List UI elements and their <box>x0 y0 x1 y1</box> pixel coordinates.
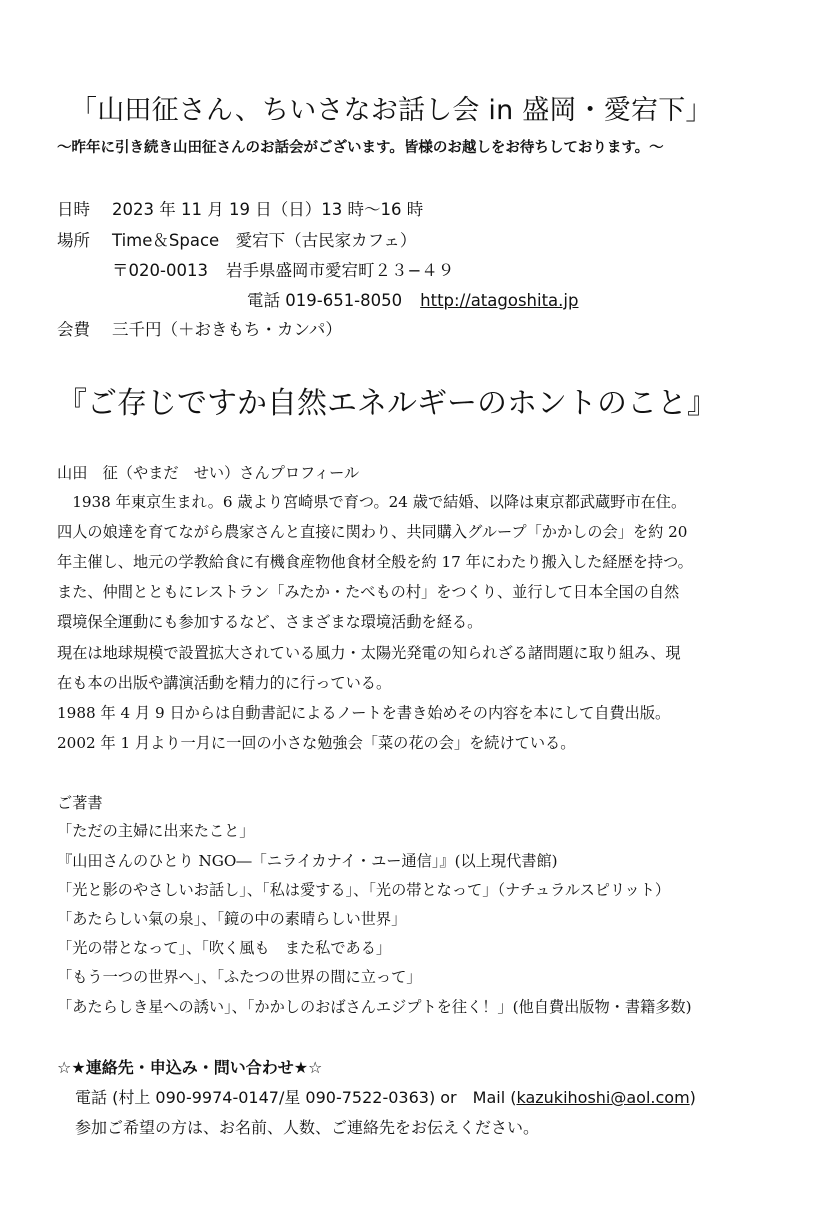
address-row <box>57 257 454 281</box>
fee-row <box>57 316 342 340</box>
place-value: Time＆Space 愛宕下（古民家カフェ） <box>112 231 417 250</box>
book-item: 「光の帯となって」、「吹く風も また私である」 <box>57 939 392 957</box>
contact-line <box>75 1085 696 1108</box>
profile-line: 2002 年 1 月より一月に一回の小さな勉強会「菜の花の会」を続けている。 <box>57 734 576 752</box>
date-row <box>57 196 423 220</box>
book-item: 「もう一つの世界へ」、「ふたつの世界の間に立って」 <box>57 968 422 986</box>
contact-heading: ☆★連絡先・申込み・問い合わせ★☆ <box>57 1058 323 1077</box>
profile-line: 環境保全運動にも参加するなど、さまざまな環境活動を経る。 <box>57 613 483 631</box>
profile-heading: 山田 征（やまだ せい）さんプロフィール <box>57 464 360 482</box>
place-label: 場所 <box>57 231 90 250</box>
venue-website-link[interactable]: http://atagoshita.jp <box>420 291 579 310</box>
event-subtitle: 〜昨年に引き続き山田征さんのお話会がございます。皆様のお越しをお待ちしております。〜 <box>57 140 664 156</box>
book-item: 「ただの主婦に出来たこと」 <box>57 822 255 840</box>
postal-code: 〒020-0013 <box>112 261 208 280</box>
venue-phone: 電話 019-651-8050 <box>247 291 403 310</box>
profile-line: 1938 年東京生まれ。6 歳より宮崎県で育つ。24 歳で結婚、以降は東京都武蔵野市在住。 <box>57 493 687 511</box>
book-item: 「あたらしい氣の泉」、「鏡の中の素晴らしい世界」 <box>57 910 407 928</box>
profile-line: 年主催し、地元の学教給食に有機食産物他食材全般を約 17 年にわたり搬入した経歴を持つ。 <box>57 553 693 571</box>
profile-line: また、仲間とともにレストラン「みたか・たべもの村」をつくり、並行して日本全国の自然 <box>57 583 680 601</box>
contact-email-link[interactable]: kazukihoshi@aol.com <box>516 1088 690 1107</box>
contact-note: 参加ご希望の方は、お名前、人数、ご連絡先をお伝えください。 <box>75 1118 540 1137</box>
profile-line: 四人の娘達を育てながら農家さんと直接に関わり、共同購入グループ「かかしの会」を約 20 <box>57 523 688 541</box>
profile-line: 在も本の出版や講演活動を精力的に行っている。 <box>57 674 392 692</box>
date-label: 日時 <box>57 200 90 219</box>
fee-label: 会費 <box>57 320 90 339</box>
date-value: 2023 年 11 月 19 日（日）13 時〜16 時 <box>112 200 424 219</box>
book-item: 「あたらしき星への誘い」、「かかしのおばさんエジプトを往く！」(他自費出版物・書籍多数) <box>57 998 692 1016</box>
talk-title: 『ご存じですか自然エネルギーのホントのこと』 <box>57 386 717 421</box>
fee-value: 三千円（＋おきもち・カンパ） <box>112 320 342 339</box>
contact-phones: 電話 (村上 090-9974-0147/星 090-7522-0363) or Mail ( <box>75 1088 517 1107</box>
place-row <box>57 227 416 251</box>
address: 岩手県盛岡市愛宕町２３−４９ <box>225 261 455 280</box>
phone-row <box>57 287 578 311</box>
book-item: 『山田さんのひとり NGO―「ニライカナイ・ユー通信」』(以上現代書館) <box>57 852 558 870</box>
contact-close-paren: ) <box>689 1088 696 1107</box>
profile-line: 1988 年 4 月 9 日からは自動書記によるノートを書き始めその内容を本にして自費出版。 <box>57 704 671 722</box>
books-heading: ご著書 <box>57 794 103 812</box>
profile-line: 現在は地球規模で設置拡大されている風力・太陽光発電の知られざる諸問題に取り組み、現 <box>57 644 681 662</box>
event-title: 「山田征さん、ちいさなお話し会 in 盛岡・愛宕下」 <box>70 95 713 126</box>
book-item: 「光と影のやさしいお話し」、「私は愛する」、「光の帯となって」（ナチュラルスピリット） <box>57 881 671 899</box>
